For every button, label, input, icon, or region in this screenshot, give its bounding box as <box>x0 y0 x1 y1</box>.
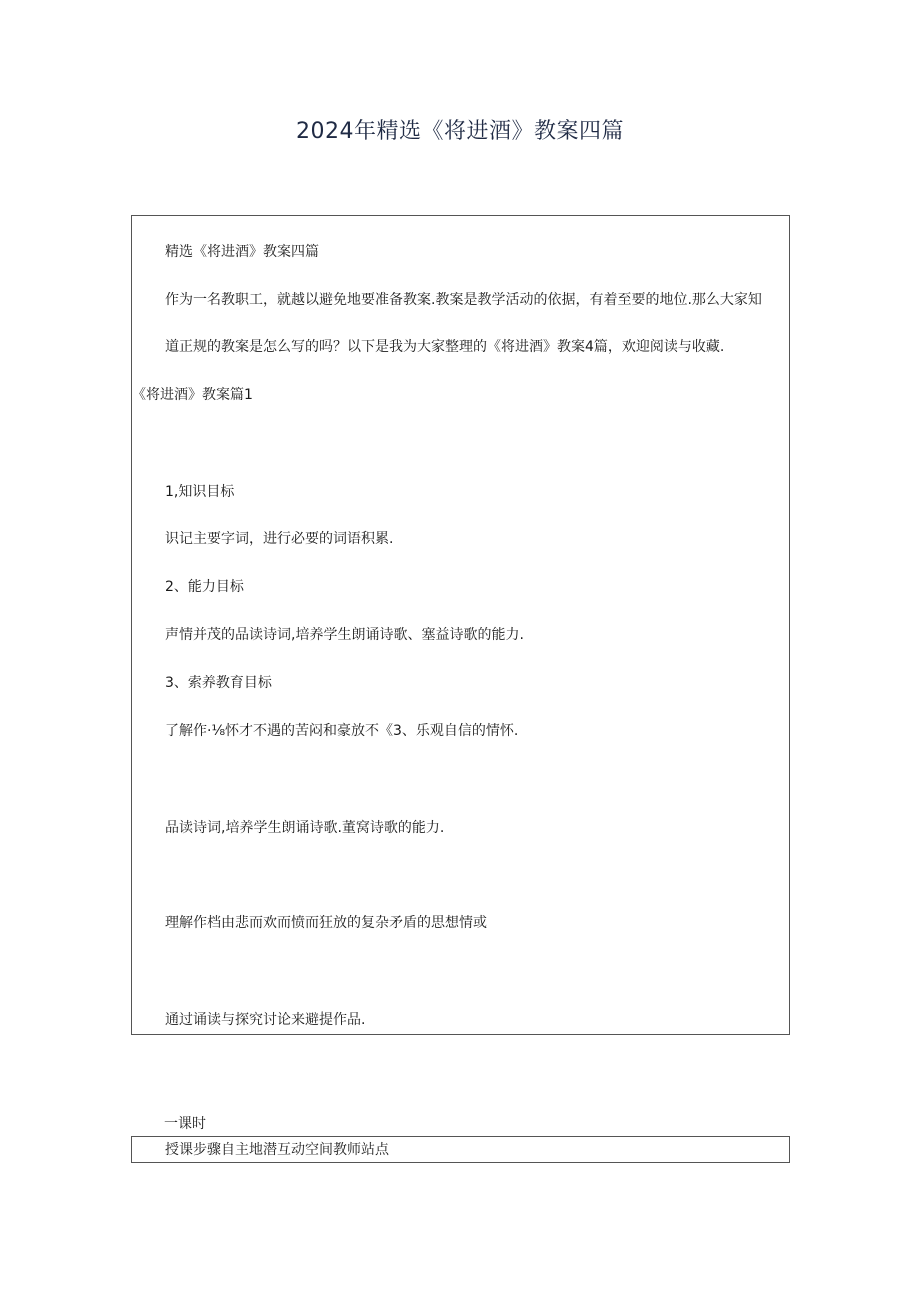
document-title: 2024年精选《将进酒》教案四篇 <box>296 119 624 144</box>
intro-paragraph-line-2: 道正规的教案是怎么写的吗？以下是我为大家整理的《将进酒》教案4篇，欢迎阅读与收藏. <box>165 339 725 355</box>
goal-3-heading: 3、索养教育目标 <box>165 675 272 691</box>
goal-2-heading: 2、能力目标 <box>165 579 244 595</box>
intro-paragraph-line-1: 作为一名教职工，就越以避免地要准备教案.教案是教学活动的依据，有着至要的地位.那么大家知 <box>165 292 762 308</box>
box-subtitle: 精选《将进酒》教案四篇 <box>165 244 319 260</box>
goal-1-heading: 1,知识目标 <box>165 484 235 500</box>
section-heading-plan-1: 《将进酒》教案篇1 <box>132 387 253 403</box>
lesson-hours: 一课时 <box>164 1116 206 1132</box>
goal-3-text: 了解作·⅛怀才不遇的苦闷和豪放不《3、乐观自信的情怀. <box>165 723 519 739</box>
difficulty-text: 理解作档由悲而欢而愤而狂放的复杂矛盾的思想情或 <box>165 915 487 931</box>
steps-table-header: 授课步骤自主地潜互动空间教师站点 <box>165 1142 389 1158</box>
steps-table-row <box>131 1136 790 1163</box>
key-point-text: 品读诗词,培养学生朗诵诗歌.董窝诗歌的能力. <box>165 820 445 836</box>
goal-1-text: 识记主要字词，进行必要的词语积累. <box>165 531 394 547</box>
method-text: 通过诵读与探究讨论来避提作品. <box>165 1012 366 1028</box>
goal-2-text: 声情并茂的品读诗词,培养学生朗诵诗歌、塞益诗歌的能力. <box>165 627 524 643</box>
lesson-plan-box <box>131 215 790 1035</box>
